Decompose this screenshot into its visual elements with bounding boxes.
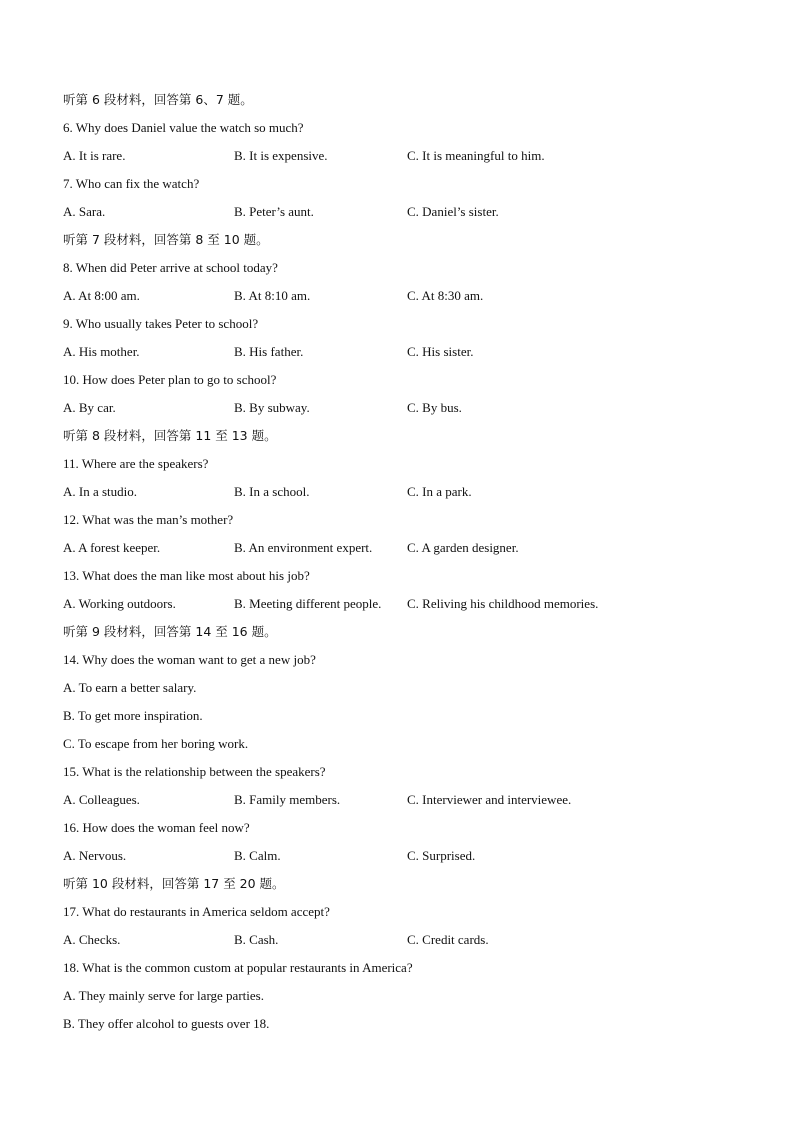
option-c: C. It is meaningful to him. — [407, 148, 545, 163]
question-10-stem: 10. How does Peter plan to go to school? — [63, 372, 277, 387]
option-a: A. Sara. — [63, 204, 106, 219]
question-18-option-a: A. They mainly serve for large parties. — [63, 988, 264, 1003]
option-b: B. In a school. — [234, 484, 310, 499]
option-c: C. A garden designer. — [407, 540, 519, 555]
option-a: A. His mother. — [63, 344, 140, 359]
option-b: B. It is expensive. — [234, 148, 328, 163]
question-18-stem: 18. What is the common custom at popular restaurants in America? — [63, 960, 413, 975]
question-9-stem: 9. Who usually takes Peter to school? — [63, 316, 259, 331]
option-a: A. Checks. — [63, 932, 121, 947]
option-a: A. At 8:00 am. — [63, 288, 140, 303]
option-b: B. By subway. — [234, 400, 310, 415]
option-c: C. Credit cards. — [407, 932, 489, 947]
section-header-8: 听第 8 段材料，回答第 11 至 13 题。 — [63, 428, 277, 443]
question-14-option-a: A. To earn a better salary. — [63, 680, 197, 695]
option-b: B. Meeting different people. — [234, 596, 382, 611]
section-header-7: 听第 7 段材料，回答第 8 至 10 题。 — [63, 232, 269, 247]
option-c: C. Surprised. — [407, 848, 476, 863]
option-a: A. Colleagues. — [63, 792, 140, 807]
option-b: B. Peter’s aunt. — [234, 204, 314, 219]
option-b: B. Cash. — [234, 932, 279, 947]
question-14-stem: 14. Why does the woman want to get a new job? — [63, 652, 316, 667]
option-c: C. At 8:30 am. — [407, 288, 484, 303]
option-b: B. An environment expert. — [234, 540, 373, 555]
option-b: B. Family members. — [234, 792, 341, 807]
question-8-stem: 8. When did Peter arrive at school today? — [63, 260, 278, 275]
option-a: A. Nervous. — [63, 848, 127, 863]
option-a: A. By car. — [63, 400, 116, 415]
question-11-stem: 11. Where are the speakers? — [63, 456, 209, 471]
section-header-10: 听第 10 段材料，回答第 17 至 20 题。 — [63, 876, 285, 891]
option-a: A. Working outdoors. — [63, 596, 176, 611]
question-13-stem: 13. What does the man like most about his job? — [63, 568, 310, 583]
option-b: B. Calm. — [234, 848, 281, 863]
option-a: A. In a studio. — [63, 484, 138, 499]
option-a: A. It is rare. — [63, 148, 126, 163]
option-c: C. Daniel’s sister. — [407, 204, 499, 219]
question-14-option-b: B. To get more inspiration. — [63, 708, 203, 723]
question-17-stem: 17. What do restaurants in America seldom accept? — [63, 904, 330, 919]
question-7-stem: 7. Who can fix the watch? — [63, 176, 200, 191]
question-12-stem: 12. What was the man’s mother? — [63, 512, 234, 527]
option-b: B. His father. — [234, 344, 304, 359]
question-14-option-c: C. To escape from her boring work. — [63, 736, 249, 751]
option-a: A. A forest keeper. — [63, 540, 161, 555]
option-c: C. By bus. — [407, 400, 462, 415]
question-16-stem: 16. How does the woman feel now? — [63, 820, 250, 835]
section-header-9: 听第 9 段材料，回答第 14 至 16 题。 — [63, 624, 277, 639]
option-c: C. Interviewer and interviewee. — [407, 792, 572, 807]
option-c: C. His sister. — [407, 344, 474, 359]
option-c: C. Reliving his childhood memories. — [407, 596, 599, 611]
option-b: B. At 8:10 am. — [234, 288, 311, 303]
section-header-6: 听第 6 段材料，回答第 6、7 题。 — [63, 92, 253, 107]
question-6-stem: 6. Why does Daniel value the watch so much? — [63, 120, 304, 135]
question-15-stem: 15. What is the relationship between the speakers? — [63, 764, 326, 779]
option-c: C. In a park. — [407, 484, 472, 499]
question-18-option-b: B. They offer alcohol to guests over 18. — [63, 1016, 270, 1031]
